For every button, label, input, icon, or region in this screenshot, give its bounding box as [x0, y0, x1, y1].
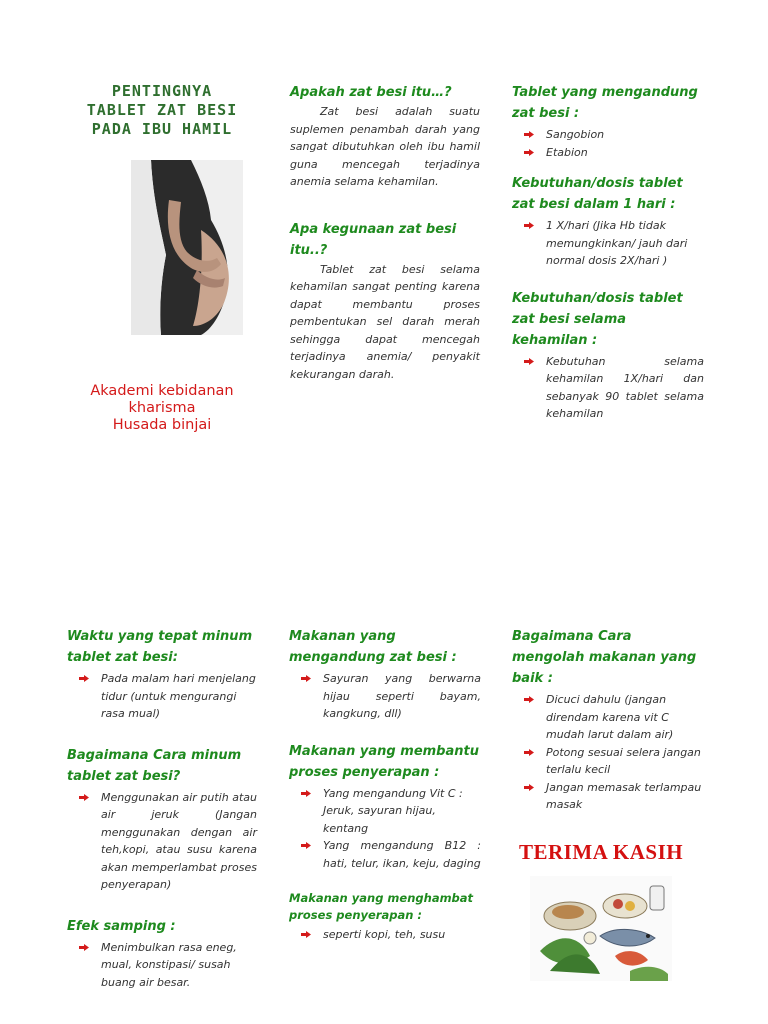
list-item: [542, 744, 704, 779]
section-heading: Makanan yang membantu proses penyerapan :: [289, 743, 479, 780]
red-arrow-icon: [301, 842, 311, 849]
list-item-text: Yang mengandung B12 : hati, telur, ikan, keju, daging: [323, 839, 481, 870]
org-line: Akademi kebidanan: [90, 383, 234, 399]
red-arrow-icon: [79, 675, 89, 682]
list-item: [97, 670, 257, 723]
bullet-list: [512, 691, 704, 814]
list-item-text: Sayuran yang berwarna hijau seperti bayam, kangkung, dll): [323, 672, 481, 720]
section-heading: Apa kegunaan zat besi itu..?: [290, 221, 457, 258]
thanks-heading: TERIMA KASIH: [519, 840, 684, 864]
section-heading: Bagaimana Cara minum tablet zat besi?: [67, 747, 242, 784]
brochure-title: [62, 82, 262, 139]
red-arrow-icon: [301, 675, 311, 682]
title-line: PADA IBU HAMIL: [91, 120, 233, 138]
list-item-text: Menggunakan air putih atau air jeruk (Jangan menggunakan dengan air teh,kopi, atau susu karena akan memperlambat proses penyerapan): [101, 790, 257, 891]
list-item-text: seperti kopi, teh, susu: [323, 928, 446, 941]
bullet-list: [289, 785, 481, 873]
section-text: Tablet zat besi selama kehamilan sangat penting karena dapat membantu proses pembentukan sel darah merah sehingga dapat mencegah terjadinya anemia/ penyakit kekurangan darah.: [290, 262, 480, 381]
list-item: [319, 670, 481, 723]
info-panel-foods: [289, 626, 481, 944]
list-item: [542, 779, 704, 814]
section-heading: Apakah zat besi itu…?: [290, 85, 452, 100]
list-item: [97, 789, 257, 894]
bullet-list: [67, 789, 257, 894]
red-arrow-icon: [524, 696, 534, 703]
bullet-list: [67, 670, 257, 723]
pregnant-woman-photo: [131, 160, 243, 335]
bullet-list: [512, 217, 704, 270]
organization-block: [62, 383, 262, 434]
section-text: Zat besi adalah suatu suplemen penambah darah yang sangat dibutuhkan oleh ibu hamil guna mencegah terjadinya anemia selama kehamilan.: [290, 105, 480, 188]
red-arrow-icon: [524, 358, 534, 365]
red-arrow-icon: [524, 222, 534, 229]
org-line: Husada binjai: [112, 417, 212, 433]
section-heading: Efek samping :: [67, 918, 176, 934]
list-item: [542, 144, 704, 162]
list-item-text: 1 X/hari (Jika Hb tidak memungkinkan/ jauh dari normal dosis 2X/hari ): [546, 219, 688, 267]
list-item-text: Sangobion: [546, 128, 605, 141]
title-line: TABLET ZAT BESI: [86, 101, 238, 119]
section-heading: Waktu yang tepat minum tablet zat besi:: [67, 629, 253, 665]
list-item-text: Kebutuhan selama kehamilan 1X/hari dan sebanyak 90 tablet selama kehamilan: [546, 354, 704, 420]
info-panel-usage: [67, 626, 257, 991]
list-item-text: Potong sesuai selera jangan terlalu kecil: [546, 745, 701, 776]
list-item-text: Etabion: [546, 145, 588, 159]
red-arrow-icon: [79, 794, 89, 801]
list-item-text: Menimbulkan rasa eneg, mual, konstipasi/ susah buang air besar.: [101, 940, 237, 989]
cover-panel: [62, 82, 262, 139]
list-item: [542, 353, 704, 423]
list-item: [97, 939, 257, 992]
bullet-list: [512, 126, 704, 161]
list-item: [542, 217, 704, 270]
org-line: kharisma: [128, 400, 196, 416]
red-arrow-icon: [524, 149, 534, 156]
red-arrow-icon: [301, 931, 311, 938]
list-item: [542, 126, 704, 144]
red-arrow-icon: [301, 790, 311, 797]
list-item-text: Dicuci dahulu (jangan direndam karena vit C mudah larut dalam air): [546, 693, 674, 741]
list-item: [542, 691, 704, 744]
bullet-list: [289, 926, 481, 944]
list-item-text: Jangan memasak terlampau masak: [546, 780, 702, 811]
bullet-list: [512, 353, 704, 423]
list-item-text: Yang mengandung Vit C : Jeruk, sayuran hijau, kentang: [323, 786, 463, 835]
list-item-text: Pada malam hari menjelang tidur (untuk mengurangi rasa mual): [101, 672, 256, 720]
list-item: [319, 926, 481, 944]
section-heading: Makanan yang mengandung zat besi :: [289, 629, 457, 665]
list-item: [319, 785, 481, 838]
red-arrow-icon: [79, 944, 89, 951]
section-heading: Bagaimana Cara mengolah makanan yang baik :: [512, 629, 697, 686]
food-illustration: [530, 876, 672, 981]
info-panel-what: [290, 82, 480, 383]
bullet-list: [67, 939, 257, 992]
title-line: PENTINGNYA: [111, 82, 213, 100]
section-heading: Kebutuhan/dosis tablet zat besi selama kehamilan :: [512, 290, 683, 348]
list-item: [319, 837, 481, 872]
section-heading: Tablet yang mengandung zat besi :: [512, 85, 698, 121]
red-arrow-icon: [524, 131, 534, 138]
org-name: [62, 383, 262, 434]
section-heading: Kebutuhan/dosis tablet zat besi dalam 1 hari :: [512, 176, 683, 212]
section-heading: Makanan yang menghambat proses penyerapan :: [289, 891, 474, 922]
bullet-list: [289, 670, 481, 723]
info-panel-dosage: [512, 82, 704, 423]
red-arrow-icon: [524, 784, 534, 791]
info-panel-cooking: [512, 626, 704, 814]
red-arrow-icon: [524, 749, 534, 756]
